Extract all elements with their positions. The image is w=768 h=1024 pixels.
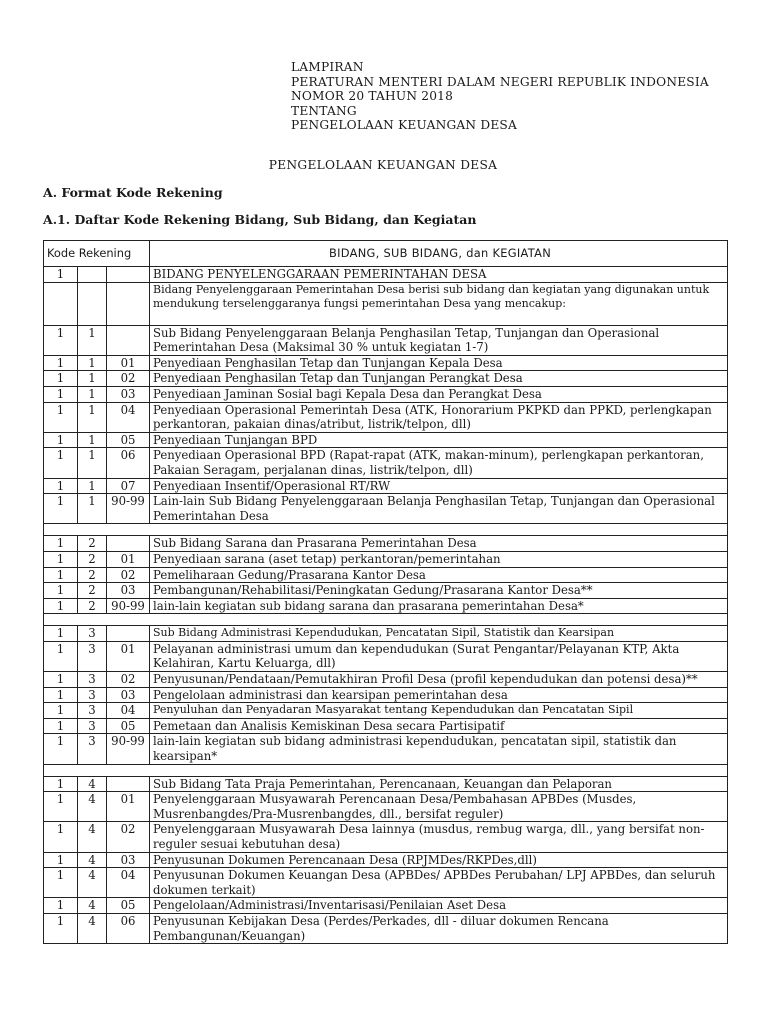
code-level-1-cell: 1 [44, 626, 78, 642]
description-cell: Penyediaan Tunjangan BPD [150, 432, 728, 448]
table-row [44, 386, 728, 402]
code-level-1-cell: 1 [44, 734, 78, 764]
spacer-cell [44, 524, 728, 536]
table-row [44, 402, 728, 432]
table-row [44, 494, 728, 524]
description-cell: Pengelolaan administrasi dan kearsipan pemerintahan desa [150, 687, 728, 703]
table-row [44, 626, 728, 642]
description-cell: Penyusunan Dokumen Perencanaan Desa (RPJMDes/RKPDes,dll) [150, 852, 728, 868]
description-cell: Penyusunan/Pendataan/Pemutakhiran Profil Desa (profil kependudukan dan potensi desa)** [150, 672, 728, 688]
description-cell: Sub Bidang Tata Praja Pemerintahan, Perencanaan, Keuangan dan Pelaporan [150, 776, 728, 792]
description-cell: Penyediaan Penghasilan Tetap dan Tunjangan Kepala Desa [150, 355, 728, 371]
table-row [44, 583, 728, 599]
code-level-1-cell: 1 [44, 913, 78, 943]
description-cell: Pelayanan administrasi umum dan kependudukan (Surat Pengantar/Pelayanan KTP, Akta Kelahiran, Kartu Keluarga, dll) [150, 641, 728, 671]
code-level-2-cell: 3 [78, 703, 107, 719]
code-level-2-cell: 3 [78, 626, 107, 642]
code-level-2-cell: 1 [78, 355, 107, 371]
description-cell: Lain-lain Sub Bidang Penyelenggaraan Belanja Penghasilan Tetap, Tunjangan dan Operasional Pemerintahan Desa [150, 494, 728, 524]
description-cell: Penyelenggaraan Musyawarah Desa lainnya (musdus, rembug warga, dll., yang bersifat non-reguler sesuai kebutuhan desa) [150, 822, 728, 852]
section-heading-a1: A.1. Daftar Kode Rekening Bidang, Sub Bidang, dan Kegiatan [43, 212, 477, 227]
code-level-1-cell: 1 [44, 386, 78, 402]
code-level-3-cell [107, 325, 150, 355]
table-row [44, 478, 728, 494]
table-header-row [44, 241, 728, 267]
description-cell: Pengelolaan/Administrasi/Inventarisasi/Penilaian Aset Desa [150, 898, 728, 914]
description-cell: Penyusunan Dokumen Keuangan Desa (APBDes/ APBDes Perubahan/ LPJ APBDes, dan seluruh dokumen terkait) [150, 868, 728, 898]
spacer-row [44, 614, 728, 626]
table-row [44, 672, 728, 688]
description-cell: Pemetaan dan Analisis Kemiskinan Desa secara Partisipatif [150, 718, 728, 734]
description-cell: Sub Bidang Administrasi Kependudukan, Pencatatan Sipil, Statistik dan Kearsipan [150, 626, 728, 642]
table-row [44, 913, 728, 943]
table-body [44, 267, 728, 944]
table-row [44, 868, 728, 898]
code-level-2-cell [78, 282, 107, 325]
code-level-3-cell [107, 776, 150, 792]
code-level-2-cell: 4 [78, 852, 107, 868]
code-level-2-cell [78, 267, 107, 283]
document-title: PENGELOLAAN KEUANGAN DESA [268, 158, 498, 172]
code-level-3-cell: 06 [107, 913, 150, 943]
code-level-2-cell: 1 [78, 402, 107, 432]
code-level-3-cell: 03 [107, 852, 150, 868]
code-level-3-cell: 01 [107, 792, 150, 822]
code-level-3-cell: 02 [107, 567, 150, 583]
code-level-2-cell: 4 [78, 898, 107, 914]
table-row [44, 567, 728, 583]
table-row [44, 822, 728, 852]
code-level-3-cell [107, 536, 150, 552]
code-level-1-cell: 1 [44, 598, 78, 614]
description-cell: Penyediaan Insentif/Operasional RT/RW [150, 478, 728, 494]
table-row [44, 325, 728, 355]
code-level-1-cell: 1 [44, 718, 78, 734]
code-level-1-cell: 1 [44, 868, 78, 898]
code-level-3-cell: 05 [107, 432, 150, 448]
table-row [44, 448, 728, 478]
header-code-cell: Kode Rekening [44, 241, 150, 267]
code-level-3-cell: 05 [107, 898, 150, 914]
code-level-1-cell: 1 [44, 355, 78, 371]
code-level-3-cell: 07 [107, 478, 150, 494]
code-level-2-cell: 3 [78, 718, 107, 734]
code-level-3-cell: 06 [107, 448, 150, 478]
code-level-1-cell: 1 [44, 898, 78, 914]
spacer-cell [44, 764, 728, 776]
table-row [44, 776, 728, 792]
table-row [44, 282, 728, 325]
code-level-2-cell: 3 [78, 641, 107, 671]
code-level-3-cell: 03 [107, 687, 150, 703]
code-level-3-cell: 90-99 [107, 494, 150, 524]
code-level-1-cell: 1 [44, 432, 78, 448]
code-level-2-cell: 1 [78, 494, 107, 524]
code-level-1-cell: 1 [44, 494, 78, 524]
table-row [44, 432, 728, 448]
code-level-2-cell: 2 [78, 536, 107, 552]
code-level-1-cell: 1 [44, 703, 78, 719]
spacer-row [44, 524, 728, 536]
table-row [44, 852, 728, 868]
description-cell: Pemeliharaan Gedung/Prasarana Kantor Desa [150, 567, 728, 583]
code-level-2-cell: 1 [78, 386, 107, 402]
code-level-3-cell: 01 [107, 551, 150, 567]
account-code-table [43, 240, 728, 944]
code-level-1-cell: 1 [44, 536, 78, 552]
table-row [44, 687, 728, 703]
code-level-3-cell [107, 282, 150, 325]
code-level-2-cell: 1 [78, 478, 107, 494]
description-cell: Penyediaan Operasional Pemerintah Desa (ATK, Honorarium PKPKD dan PPKD, perlengkapan perkantoran, pakaian dinas/atribut, listrik/telpon, dll) [150, 402, 728, 432]
description-cell: Penyediaan Penghasilan Tetap dan Tunjangan Perangkat Desa [150, 371, 728, 387]
code-level-3-cell: 01 [107, 641, 150, 671]
section-heading-a: A. Format Kode Rekening [43, 185, 223, 200]
table-row [44, 598, 728, 614]
code-level-3-cell: 05 [107, 718, 150, 734]
table-row [44, 703, 728, 719]
code-level-3-cell: 90-99 [107, 598, 150, 614]
header-line: PERATURAN MENTERI DALAM NEGERI REPUBLIK INDONESIA [291, 74, 709, 89]
code-level-3-cell [107, 626, 150, 642]
code-level-3-cell: 90-99 [107, 734, 150, 764]
code-level-2-cell: 1 [78, 325, 107, 355]
code-level-2-cell: 4 [78, 868, 107, 898]
code-level-3-cell [107, 267, 150, 283]
header-line: PENGELOLAAN KEUANGAN DESA [291, 118, 517, 133]
code-level-3-cell: 04 [107, 402, 150, 432]
code-level-1-cell: 1 [44, 852, 78, 868]
code-level-2-cell: 3 [78, 687, 107, 703]
code-level-1-cell: 1 [44, 325, 78, 355]
table-row [44, 551, 728, 567]
code-level-3-cell: 03 [107, 583, 150, 599]
code-level-2-cell: 4 [78, 913, 107, 943]
table-row [44, 641, 728, 671]
code-level-1-cell: 1 [44, 672, 78, 688]
code-level-3-cell: 02 [107, 371, 150, 387]
description-cell: Penyediaan Jaminan Sosial bagi Kepala Desa dan Perangkat Desa [150, 386, 728, 402]
code-level-2-cell: 3 [78, 734, 107, 764]
description-cell: lain-lain kegiatan sub bidang sarana dan prasarana pemerintahan Desa* [150, 598, 728, 614]
code-level-1-cell: 1 [44, 448, 78, 478]
code-level-1-cell: 1 [44, 776, 78, 792]
header-line: TENTANG [291, 103, 357, 118]
code-level-3-cell: 02 [107, 672, 150, 688]
code-level-1-cell: 1 [44, 641, 78, 671]
code-level-3-cell: 04 [107, 868, 150, 898]
table-row [44, 792, 728, 822]
code-level-2-cell: 2 [78, 583, 107, 599]
code-level-2-cell: 4 [78, 776, 107, 792]
code-level-2-cell: 1 [78, 448, 107, 478]
description-cell: Bidang Penyelenggaraan Pemerintahan Desa berisi sub bidang dan kegiatan yang digunakan untuk mendukung terselenggaranya fungsi pemerintahan Desa yang mencakup: [150, 282, 728, 325]
description-cell: Penyusunan Kebijakan Desa (Perdes/Perkades, dll - diluar dokumen Rencana Pembangunan/Keuangan) [150, 913, 728, 943]
code-level-2-cell: 1 [78, 371, 107, 387]
code-level-1-cell: 1 [44, 822, 78, 852]
description-cell: Penyuluhan dan Penyadaran Masyarakat tentang Kependudukan dan Pencatatan Sipil [150, 703, 728, 719]
code-level-1-cell [44, 282, 78, 325]
description-cell: Penyediaan Operasional BPD (Rapat-rapat (ATK, makan-minum), perlengkapan perkantoran, Pakaian Seragam, perjalanan dinas, listrik/telpon, dll) [150, 448, 728, 478]
code-level-1-cell: 1 [44, 583, 78, 599]
description-cell: Sub Bidang Penyelenggaraan Belanja Penghasilan Tetap, Tunjangan dan Operasional Pemerintahan Desa (Maksimal 30 % untuk kegiatan 1-7) [150, 325, 728, 355]
code-level-1-cell: 1 [44, 567, 78, 583]
code-level-1-cell: 1 [44, 267, 78, 283]
code-level-2-cell: 4 [78, 822, 107, 852]
table-row [44, 734, 728, 764]
code-level-3-cell: 03 [107, 386, 150, 402]
code-level-2-cell: 3 [78, 672, 107, 688]
code-level-1-cell: 1 [44, 687, 78, 703]
code-level-2-cell: 4 [78, 792, 107, 822]
description-cell: Sub Bidang Sarana dan Prasarana Pemerintahan Desa [150, 536, 728, 552]
code-level-1-cell: 1 [44, 371, 78, 387]
code-level-2-cell: 2 [78, 551, 107, 567]
description-cell: Pembangunan/Rehabilitasi/Peningkatan Gedung/Prasarana Kantor Desa** [150, 583, 728, 599]
code-level-2-cell: 2 [78, 567, 107, 583]
description-cell: Penyediaan sarana (aset tetap) perkantoran/pemerintahan [150, 551, 728, 567]
table-row [44, 898, 728, 914]
code-level-2-cell: 2 [78, 598, 107, 614]
description-cell: lain-lain kegiatan sub bidang administrasi kependudukan, pencatatan sipil, statistik dan kearsipan* [150, 734, 728, 764]
code-level-3-cell: 01 [107, 355, 150, 371]
description-cell: Penyelenggaraan Musyawarah Perencanaan Desa/Pembahasan APBDes (Musdes, Musrenbangdes/Pra-Musrenbangdes, dll., bersifat reguler) [150, 792, 728, 822]
code-level-2-cell: 1 [78, 432, 107, 448]
header-line: NOMOR 20 TAHUN 2018 [291, 89, 454, 104]
code-level-1-cell: 1 [44, 402, 78, 432]
table-row [44, 267, 728, 283]
document-header [291, 60, 709, 133]
code-level-1-cell: 1 [44, 792, 78, 822]
description-cell: BIDANG PENYELENGGARAAN PEMERINTAHAN DESA [150, 267, 728, 283]
table-row [44, 371, 728, 387]
header-line: LAMPIRAN [291, 60, 364, 74]
code-level-3-cell: 04 [107, 703, 150, 719]
table-row [44, 718, 728, 734]
table-row [44, 355, 728, 371]
header-description-cell: BIDANG, SUB BIDANG, dan KEGIATAN [150, 241, 728, 267]
code-level-1-cell: 1 [44, 551, 78, 567]
table-row [44, 536, 728, 552]
spacer-cell [44, 614, 728, 626]
spacer-row [44, 764, 728, 776]
code-level-3-cell: 02 [107, 822, 150, 852]
code-level-1-cell: 1 [44, 478, 78, 494]
